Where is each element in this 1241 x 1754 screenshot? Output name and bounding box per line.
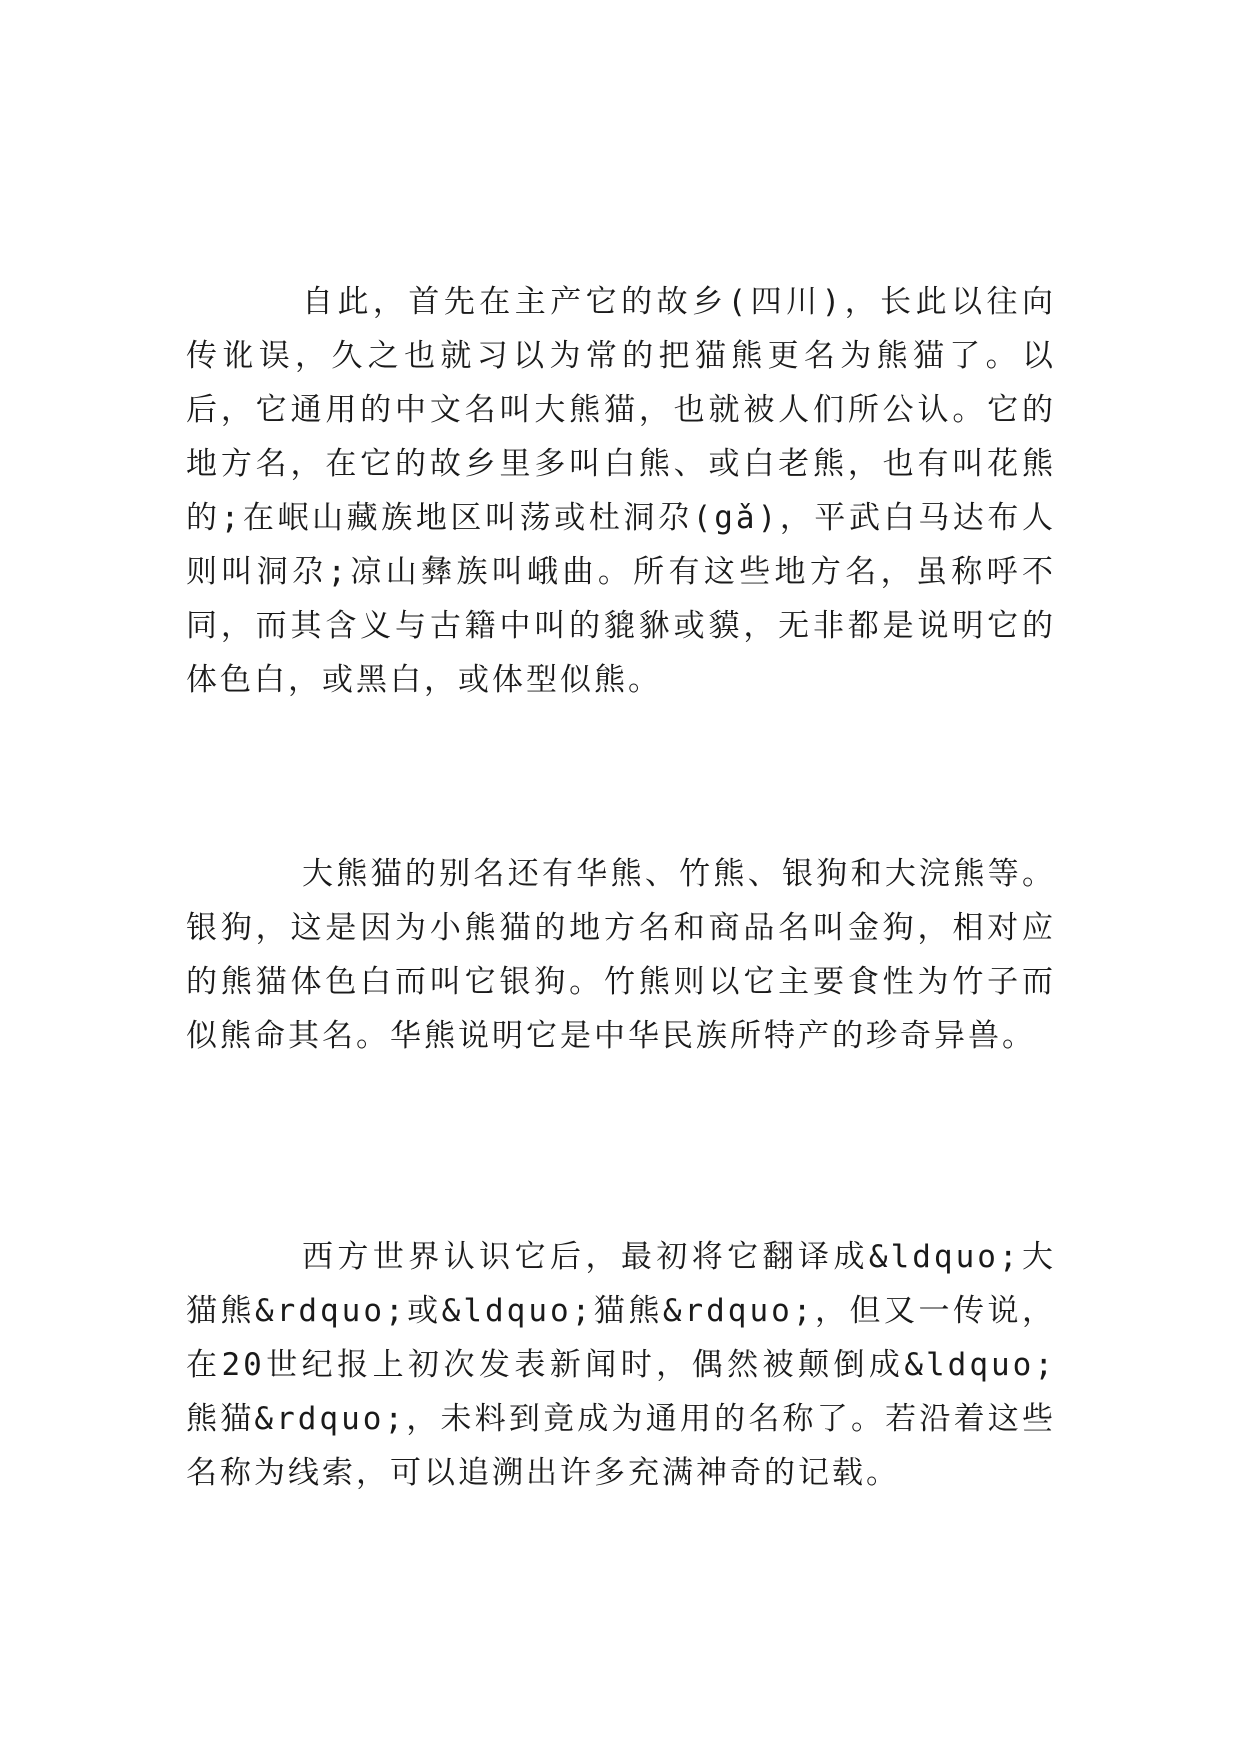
paragraph-aliases: 大熊猫的别名还有华熊、竹熊、银狗和大浣熊等。银狗，这是因为小熊猫的地方名和商品名叫金狗，相对应的熊猫体色白而叫它银狗。竹熊则以它主要食性为竹子而似熊命其名。华熊说明它是中华民族所特产的珍奇异兽。 [186, 856, 1056, 1054]
paragraph-western-naming: 西方世界认识它后，最初将它翻译成&ldquo;大猫熊&rdquo;或&ldquo;猫熊&rdquo;，但又一传说，在20世纪报上初次发表新闻时，偶然被颠倒成&ldquo;熊猫&rdquo;，未料到竟成为通用的名称了。若沿着这些名称为线索，可以追溯出许多充满神奇的记载。 [186, 1239, 1056, 1491]
paragraph-local-names: 自此，首先在主产它的故乡(四川)，长此以往向传讹误，久之也就习以为常的把猫熊更名为熊猫了。以后，它通用的中文名叫大熊猫，也就被人们所公认。它的地方名，在它的故乡里多叫白熊、或白老熊，也有叫花熊的;在岷山藏族地区叫荡或杜洞尕(gǎ)，平武白马达布人则叫洞尕;凉山彝族叫峨曲。所有这些地方名，虽称呼不同，而其含义与古籍中叫的貔貅或貘，无非都是说明它的体色白，或黑白，或体型似熊。 [186, 284, 1056, 698]
